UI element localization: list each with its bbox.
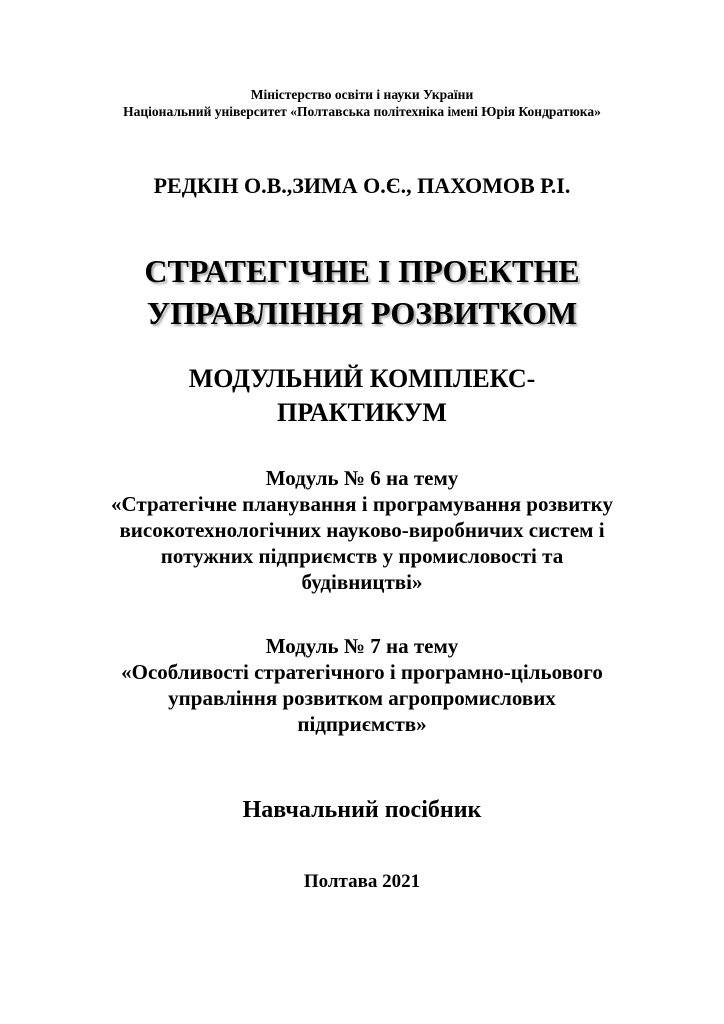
module-7-topic-line: «Особливості стратегічного і програмно-цільового xyxy=(121,660,603,684)
city-year: Полтава 2021 xyxy=(303,871,421,892)
book-title xyxy=(0,250,724,334)
authors: РЕДКІН О.В.,ЗИМА О.Є., ПАХОМОВ Р.І. xyxy=(153,173,571,198)
module-7-topic-line: підприємств» xyxy=(297,712,427,736)
module-7-topic-line: управління розвитком агропромислових xyxy=(168,686,556,710)
module-6-topic-line: «Стратегічне планування і програмування розвитку xyxy=(111,492,613,516)
book-title-line-2: УПРАВЛІННЯ РОЗВИТКОМ xyxy=(146,295,578,331)
module-6-topic-line: потужних підприємств у промисловості та xyxy=(160,544,564,568)
module-7-block xyxy=(0,633,724,737)
book-subtitle-line-1: МОДУЛЬНИЙ КОМПЛЕКС- xyxy=(188,364,536,393)
module-6-topic-line: високотехнологічних науково-виробничих систем і xyxy=(119,518,605,542)
institution-header xyxy=(0,86,724,120)
module-6-block xyxy=(0,465,724,595)
book-subtitle-line-2: ПРАКТИКУМ xyxy=(277,398,447,427)
module-6-topic-line: будівництві» xyxy=(301,570,423,594)
university-name: Національний університет «Полтавська політехніка імені Юрія Кондратюка» xyxy=(123,104,601,119)
book-subtitle xyxy=(0,362,724,430)
module-7-heading: Модуль № 7 на тему xyxy=(265,634,459,658)
book-title-line-1: СТРАТЕГІЧНЕ І ПРОЕКТНЕ xyxy=(144,253,580,289)
ministry-name: Міністерство освіти і науки України xyxy=(250,87,474,102)
document-kind: Навчальний посібник xyxy=(242,797,482,823)
module-6-heading: Модуль № 6 на тему xyxy=(265,466,459,490)
